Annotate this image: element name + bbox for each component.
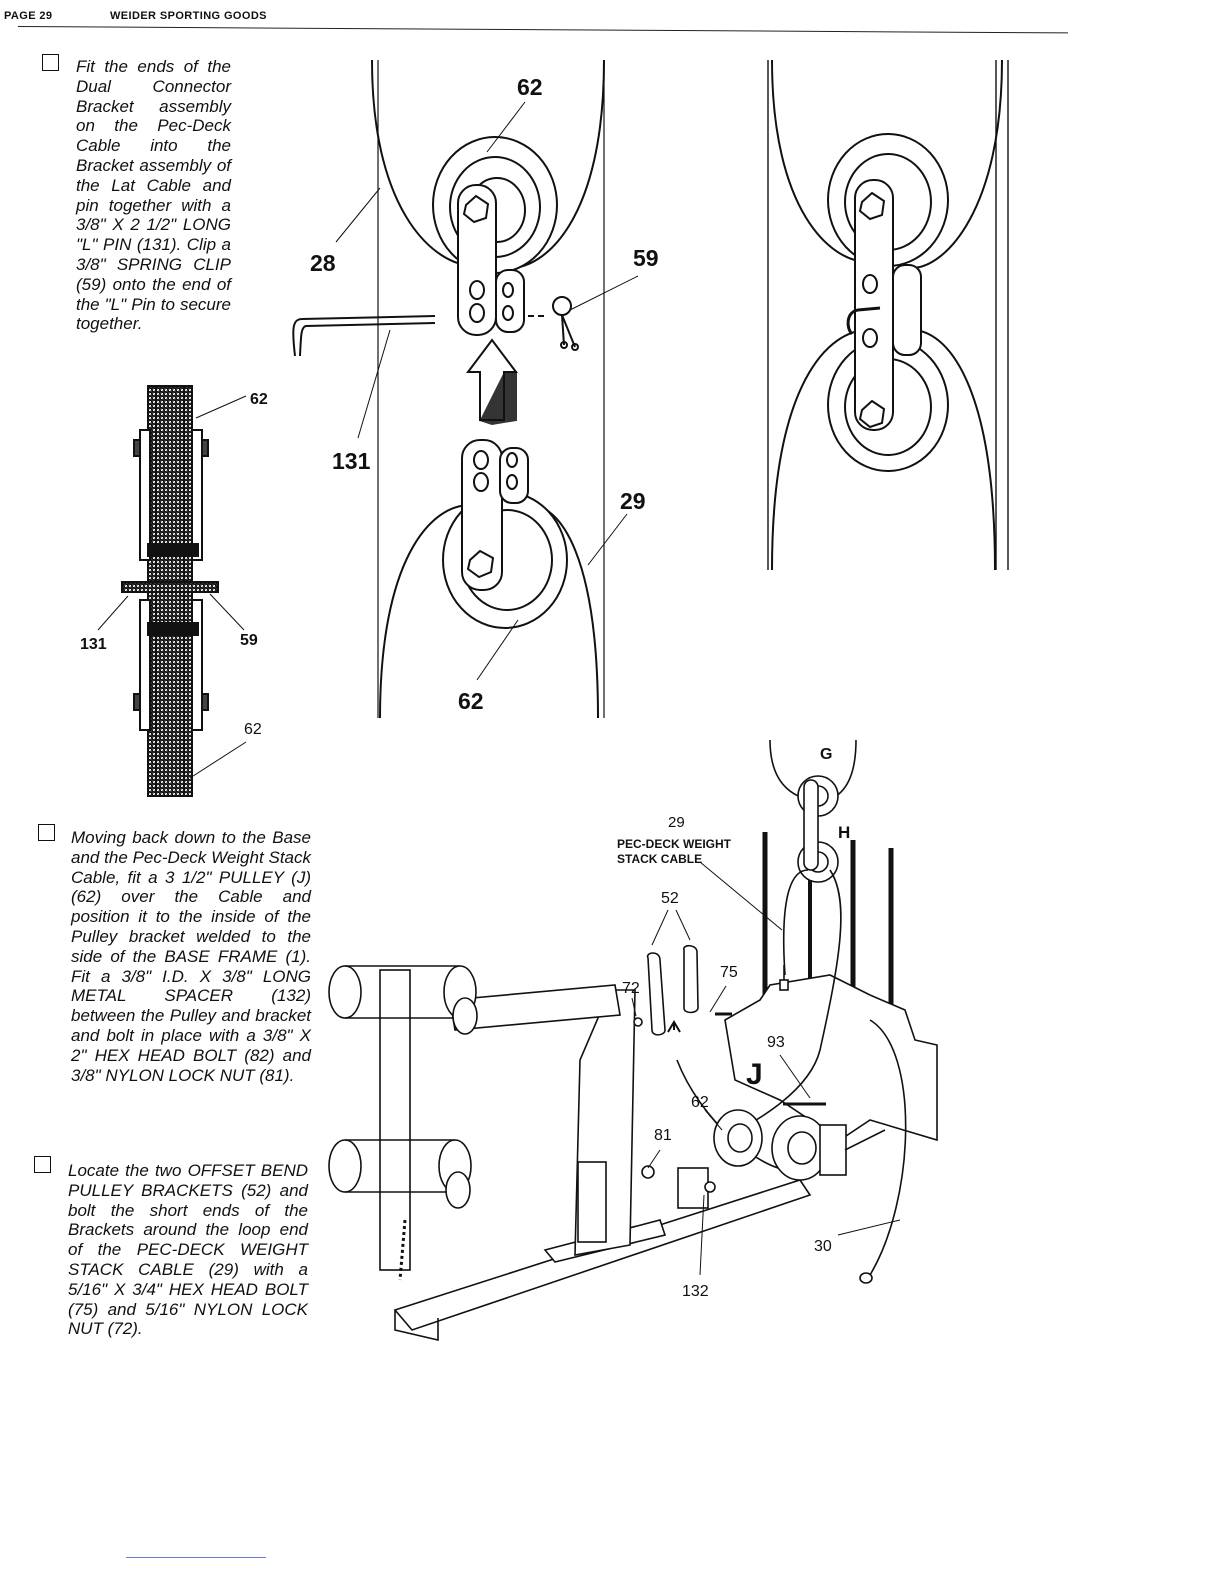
step3-text: Locate the two OFFSET BEND PULLEY BRACKETS (52) and bolt the short ends of the Brackets around the loop end of the PEC-DECK WEIGHT STACK CABLE (29) with a 5/16" X 3/4" HEX HEAD BOLT (75) and 5/16" NYLON LOCK NUT (72). <box>68 1161 308 1339</box>
label-62-base: 62 <box>691 1094 709 1111</box>
caption-number-29: 29 <box>668 814 685 831</box>
label-30: 30 <box>814 1238 832 1255</box>
label-62-bottom: 62 <box>458 688 484 714</box>
side-label-62-top: 62 <box>250 391 268 408</box>
label-29: 29 <box>620 488 646 514</box>
side-label-59: 59 <box>240 632 258 649</box>
caption-line2: STACK CABLE <box>617 852 703 866</box>
page-number: PAGE 29 <box>4 10 53 22</box>
label-131: 131 <box>332 448 371 474</box>
label-28: 28 <box>310 250 336 276</box>
side-label-131: 131 <box>80 636 107 653</box>
side-label-62-bottom: 62 <box>244 721 262 738</box>
label-59: 59 <box>633 245 659 271</box>
step2-text: Moving back down to the Base and the Pec-Deck Weight Stack Cable, fit a 3 1/2" PULLEY (J) (62) over the Cable and position it to the inside of the Pulley bracket welded to the side of the BASE FRAME (1). Fit a 3/8" I.D. X 3/8" LONG METAL SPACER (132) between the Pulley and bracket and bolt in place with a 3/8" X 2" HEX HEAD BOLT (82) and 3/8" NYLON LOCK NUT (81). <box>71 828 311 1085</box>
letter-label-g: G <box>820 746 833 763</box>
label-62-top: 62 <box>517 74 543 100</box>
label-93: 93 <box>767 1034 785 1051</box>
footer-line <box>126 1557 266 1558</box>
label-132: 132 <box>682 1283 709 1300</box>
label-72: 72 <box>622 980 640 997</box>
step1-text: Fit the ends of the Dual Connector Bracket assembly on the Pec-Deck Cable into the Bracket assembly of the Lat Cable and pin together with a 3/8" X 2 1/2" LONG "L" PIN (131). Clip a 3/8" SPRING CLIP (59) onto the end of the "L" Pin to secure together. <box>76 57 231 334</box>
label-81: 81 <box>654 1127 672 1144</box>
label-75: 75 <box>720 964 738 981</box>
caption-line1: PEC-DECK WEIGHT <box>617 837 731 851</box>
company-name: WEIDER SPORTING GOODS <box>110 10 267 22</box>
letter-label-h: H <box>838 823 851 842</box>
letter-label-j: J <box>746 1058 763 1091</box>
label-52: 52 <box>661 890 679 907</box>
